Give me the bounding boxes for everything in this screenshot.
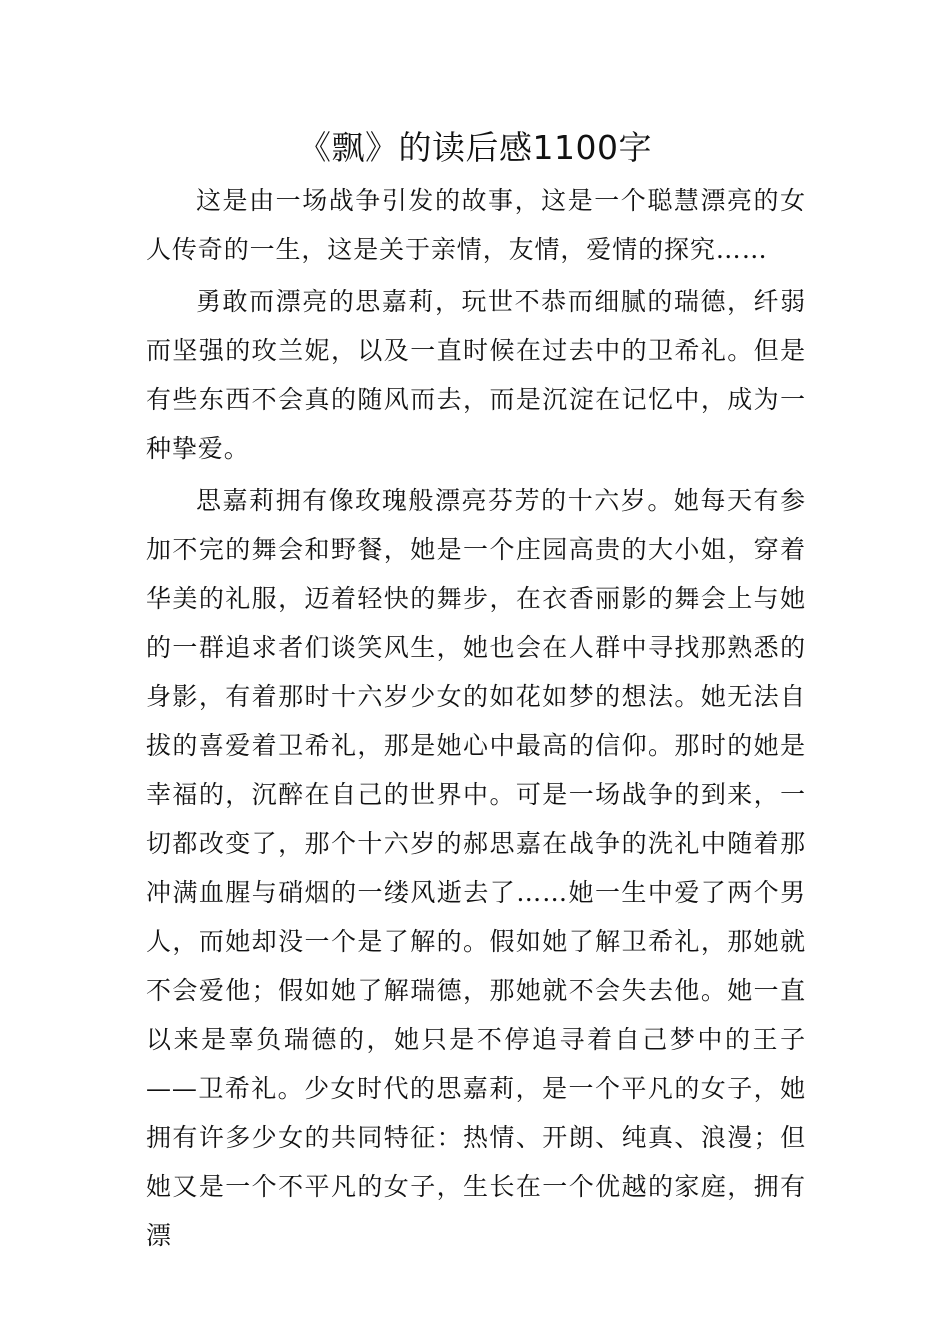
document-title: 《飘》的读后感1100字 xyxy=(298,128,652,167)
paragraph-2: 勇敢而漂亮的思嘉莉，玩世不恭而细腻的瑞德，纤弱而坚强的玫兰妮，以及一直时候在过去中的卫希礼。但是有些东西不会真的随风而去，而是沉淀在记忆中，成为一种挚爱。 xyxy=(146,287,806,463)
paragraph-1: 这是由一场战争引发的故事，这是一个聪慧漂亮的女人传奇的一生，这是关于亲情，友情，爱情的探究…… xyxy=(146,186,806,264)
document-body xyxy=(146,176,806,1263)
paragraph-3: 思嘉莉拥有像玫瑰般漂亮芬芳的十六岁。她每天有参加不完的舞会和野餐，她是一个庄园高贵的大小姐，穿着华美的礼服，迈着轻快的舞步，在衣香丽影的舞会上与她的一群追求者们谈笑风生，她也会在人群中寻找那熟悉的身影，有着那时十六岁少女的如花如梦的想法。她无法自拔的喜爱着卫希礼，那是她心中最高的信仰。那时的她是幸福的，沉醉在自己的世界中。可是一场战争的到来，一切都改变了，那个十六岁的郝思嘉在战争的洗礼中随着那冲满血腥与硝烟的一缕风逝去了……她一生中爱了两个男人，而她却没一个是了解的。假如她了解卫希礼，那她就不会爱他；假如她了解瑞德，那她就不会失去他。她一直以来是辜负瑞德的，她只是不停追寻着自己梦中的王子——卫希礼。少女时代的思嘉莉，是一个平凡的女子，她拥有许多少女的共同特征：热情、开朗、纯真、浪漫；但她又是一个不平凡的女子，生长在一个优越的家庭，拥有漂 xyxy=(146,486,806,1250)
